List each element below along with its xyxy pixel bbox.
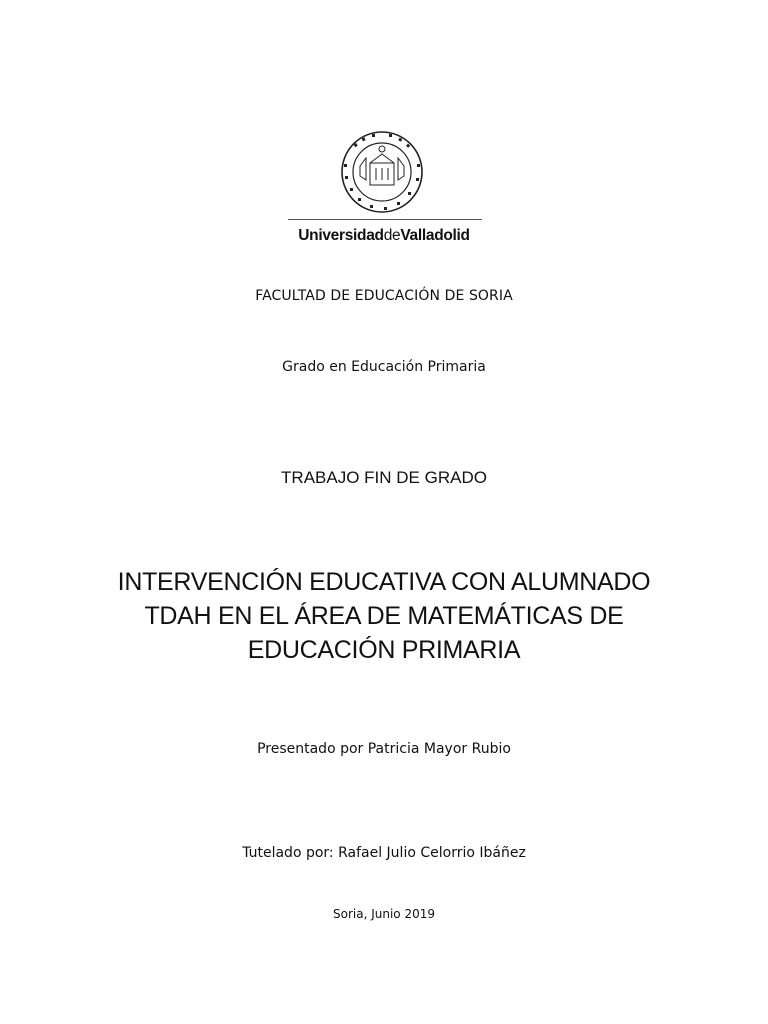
thesis-title-line-3: EDUCACIÓN PRIMARIA <box>247 636 521 664</box>
logo-divider <box>288 219 482 220</box>
tutor-line: Tutelado por: Rafael Julio Celorrio Ibáñez <box>242 845 526 861</box>
place-date: Soria, Junio 2019 <box>333 907 435 921</box>
wordmark-de: de <box>383 227 401 244</box>
university-wordmark <box>284 227 484 245</box>
university-seal-icon <box>332 130 432 214</box>
degree-name: Grado en Educación Primaria <box>282 359 486 375</box>
thesis-title-line-1: INTERVENCIÓN EDUCATIVA CON ALUMNADO <box>117 568 651 596</box>
wordmark-universidad: Universidad <box>298 227 384 244</box>
work-type: TRABAJO FIN DE GRADO <box>281 468 487 487</box>
author-line: Presentado por Patricia Mayor Rubio <box>257 741 511 757</box>
thesis-title <box>84 565 684 667</box>
wordmark-valladolid: Valladolid <box>400 227 470 244</box>
thesis-title-line-2: TDAH EN EL ÁREA DE MATEMÁTICAS DE <box>144 602 624 630</box>
university-logo <box>284 128 484 250</box>
faculty-name: FACULTAD DE EDUCACIÓN DE SORIA <box>255 288 513 304</box>
